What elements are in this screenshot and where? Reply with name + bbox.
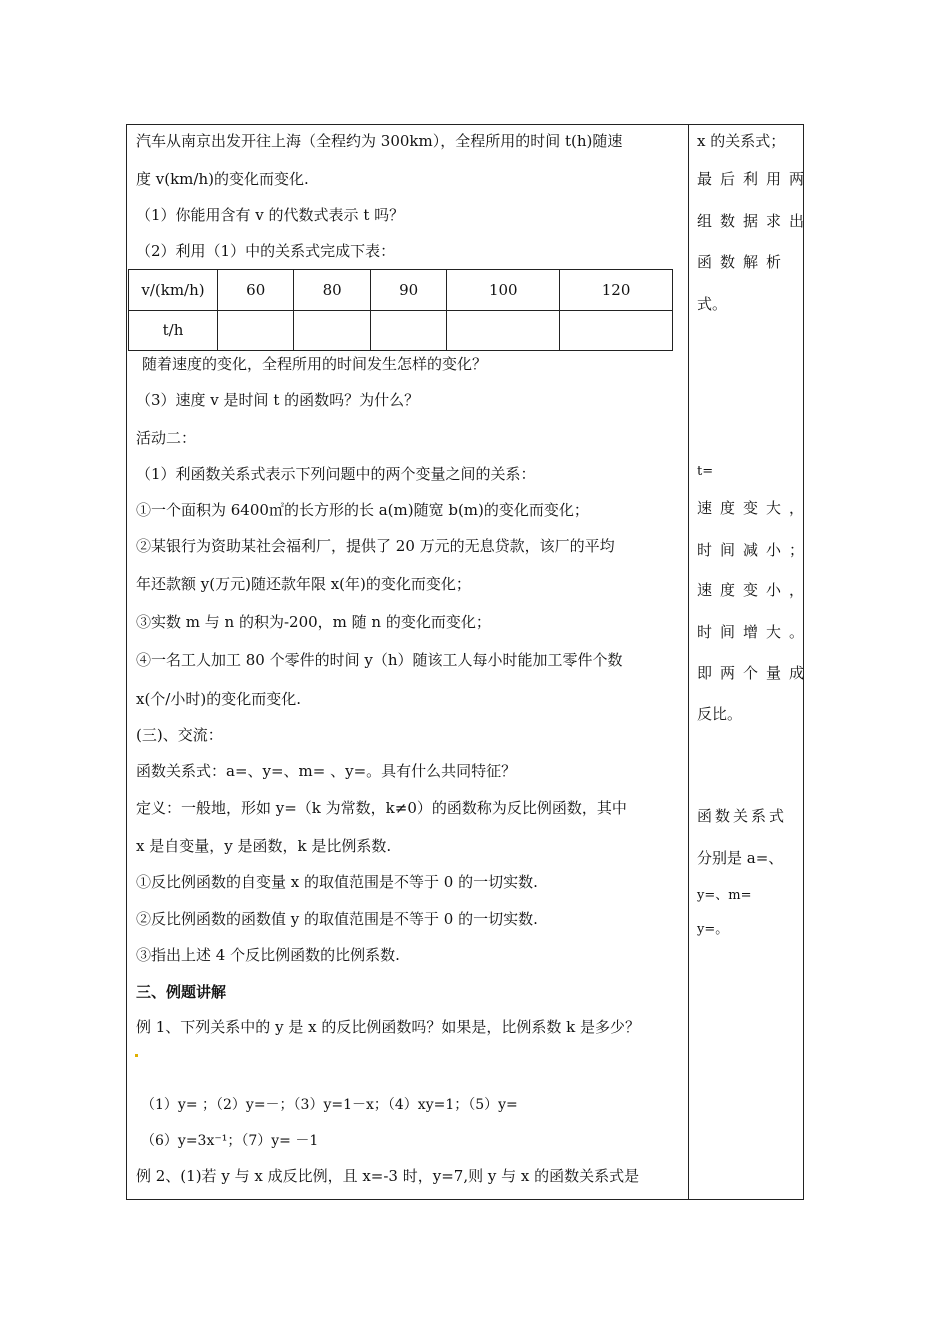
speed-cell: 120 (560, 270, 673, 311)
side-note-1-line: x 的关系式； (697, 132, 786, 150)
property-1: ①反比例函数的自变量 x 的取值范围是不等于 0 的一切实数. (136, 873, 538, 891)
side-note-2-line: 时间减小； (697, 541, 813, 559)
empty-cell (370, 310, 446, 351)
side-note-3-line: 分别是 a=、 (697, 849, 784, 867)
empty-cell (294, 310, 370, 351)
question-3: （3）速度 v 是时间 t 的函数吗？为什么？ (136, 391, 420, 409)
side-note-1-line: 函数解析 (697, 253, 790, 271)
item-4: ④一名工人加工 80 个零件的时间 y（h）随该工人每小时能加工零件个数 (136, 651, 623, 669)
problem-line-2: 度 v(km/h)的变化而变化. (136, 170, 309, 188)
side-note-3-line: y=、m= (697, 888, 752, 903)
side-note-2-line: 时间增大。 (697, 623, 813, 641)
problem-line-1: 汽车从南京出发开往上海（全程约为 300km），全程所用的时间 t(h)随速 (136, 132, 623, 150)
question-2: （2）利用（1）中的关系式完成下表： (136, 242, 396, 260)
activity-2-task: （1）利函数关系式表示下列问题中的两个变量之间的关系： (136, 465, 536, 483)
table-row-label: t/h (129, 310, 218, 351)
question-change: 随着速度的变化，全程所用的时间发生怎样的变化？ (142, 355, 488, 373)
exchange-heading: (三)、交流： (136, 726, 223, 744)
side-note-1-line: 组数据求出 (697, 212, 813, 230)
item-4-cont: x(个/小时)的变化而变化. (136, 690, 301, 708)
example-1-items-1: （1）y= ；（2）y=－；（3）y=1－x；（4）xy=1；（5）y= (141, 1097, 518, 1113)
item-2: ②某银行为资助某社会福利厂，提供了 20 万元的无息贷款，该厂的平均 (136, 537, 615, 555)
empty-cell (447, 310, 560, 351)
annotation-mark (135, 1054, 138, 1057)
item-1: ①一个面积为 6400㎡的长方形的长 a(m)随宽 b(m)的变化而变化； (136, 501, 589, 519)
speed-cell: 90 (370, 270, 446, 311)
empty-cell (218, 310, 294, 351)
side-note-3-line: 函数关系式 (697, 807, 788, 825)
property-3: ③指出上述 4 个反比例函数的比例系数. (136, 946, 400, 964)
side-note-1-line: 式。 (697, 295, 728, 313)
speed-cell: 60 (218, 270, 294, 311)
table-row (129, 310, 673, 351)
example-1: 例 1、下列关系中的 y 是 x 的反比例函数吗？如果是，比例系数 k 是多少？ (136, 1018, 640, 1036)
column-divider (688, 124, 689, 1200)
side-note-2-line: 速度变小， (697, 581, 813, 599)
table-header-label: v/(km/h) (129, 270, 218, 311)
item-2-cont: 年还款额 y(万元)随还款年限 x(年)的变化而变化； (136, 575, 471, 593)
empty-cell (560, 310, 673, 351)
side-note-2-line: 速度变大， (697, 499, 813, 517)
speed-cell: 100 (447, 270, 560, 311)
activity-2-heading: 活动二： (136, 429, 197, 447)
side-note-2-line: 即两个量成 (697, 664, 813, 682)
property-2: ②反比例函数的函数值 y 的取值范围是不等于 0 的一切实数. (136, 910, 538, 928)
side-note-1-line: 最后利用两 (697, 170, 813, 188)
section-heading: 三、例题讲解 (136, 983, 227, 1001)
item-3: ③实数 m 与 n 的积为-200，m 随 n 的变化而变化； (136, 613, 491, 631)
side-note-2-line: t= (697, 464, 714, 479)
side-note-3-line: y=。 (697, 922, 729, 937)
side-note-2-line: 反比。 (697, 705, 743, 723)
example-2: 例 2、(1)若 y 与 x 成反比例，且 x=-3 时，y=7,则 y 与 x 的函数关系式是 (136, 1167, 640, 1185)
question-1: （1）你能用含有 v 的代数式表示 t 吗？ (136, 206, 405, 224)
speed-time-table (128, 269, 673, 351)
definition-line-2: x 是自变量，y 是函数，k 是比例系数. (136, 837, 392, 855)
example-1-items-2: （6）y=3x⁻¹；（7）y= －1 (141, 1133, 319, 1149)
speed-cell: 80 (294, 270, 370, 311)
function-relations: 函数关系式：a=、y=、m= 、y=。具有什么共同特征？ (136, 762, 517, 780)
table-row (129, 270, 673, 311)
definition-line-1: 定义：一般地，形如 y=（k 为常数，k≠0）的函数称为反比例函数，其中 (136, 799, 627, 817)
